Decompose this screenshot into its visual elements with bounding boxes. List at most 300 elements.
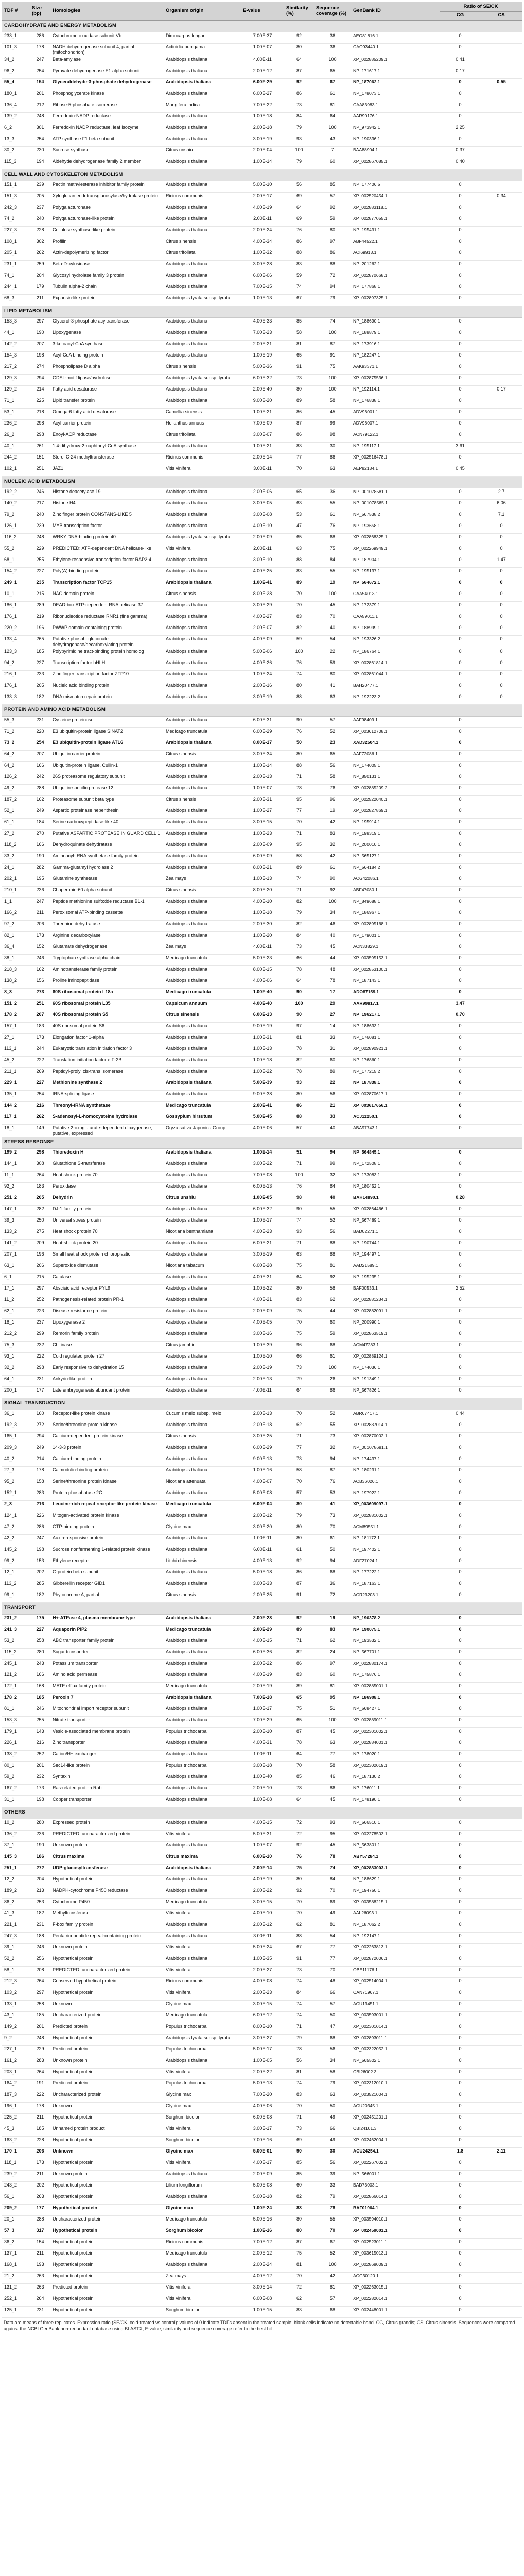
cell-tdf: 218_3 [2,966,30,977]
cell-similarity: 80 [284,2216,314,2227]
cell-cg: 0 [440,1649,481,1660]
cell-similarity: 92 [284,78,314,90]
cell-cs [481,1023,522,1034]
cell-size: 247 [30,898,50,909]
table-row [2,785,522,796]
cell-organism: Litchi chinensis [164,1557,241,1569]
cell-cg: 0 [440,545,481,556]
cell-cs [481,2012,522,2023]
cell-genbank: BAA88904.1 [351,146,440,158]
cell-cs [481,1649,522,1660]
cell-genbank: NP_190336.1 [351,135,440,146]
cell-cs [481,1091,522,1102]
cell-cs [481,1557,522,1569]
cell-organism: Nicotiana benthamiana [164,1228,241,1240]
cell-evalue: 7.00E-18 [241,1694,284,1705]
cell-homologies: Cytochrome P450 [50,1899,164,1910]
table-row [2,146,522,158]
cell-genbank: NP_566001.1 [351,2171,440,2182]
cell-seqcov: 92 [314,204,351,215]
cell-cs [481,1172,522,1183]
cell-size: 196 [30,1251,50,1262]
cell-size: 273 [30,989,50,1000]
cell-cs [481,135,522,146]
cell-tdf: 144_1 [2,1160,30,1172]
cell-homologies: Small heat shock protein chloroplastic [50,1251,164,1262]
cell-evalue: 2.00E-23 [241,1989,284,2001]
cell-size: 264 [30,1978,50,1989]
cell-cs [481,1591,522,1603]
cell-cs [481,2069,522,2080]
cell-genbank: NP_177222.1 [351,1569,440,1580]
cell-cg: 2.25 [440,124,481,135]
cell-organism: Populus trichocarpa [164,2080,241,2091]
table-row [2,2273,522,2284]
cell-organism: Arabidopsis thaliana [164,67,241,78]
cell-homologies: Expansin-like protein [50,294,164,306]
cell-organism: Arabidopsis thaliana [164,864,241,875]
cell-genbank: ACN33829.1 [351,943,440,955]
cell-cs: 0 [481,545,522,556]
cell-similarity: 86 [284,1660,314,1671]
cell-cs [481,1546,522,1557]
cell-evalue: 4.00E-23 [241,1228,284,1240]
cell-evalue: 4.00E-12 [241,2273,284,2284]
table-row [2,909,522,921]
cell-cs [481,921,522,932]
cell-tdf: 36_4 [2,943,30,955]
table-row [2,648,522,659]
cell-cs [481,2057,522,2069]
cell-tdf: 53_1 [2,408,30,419]
table-row [2,442,522,453]
cell-tdf: 74_1 [2,272,30,283]
cell-cs [481,966,522,977]
table-row [2,1102,522,1113]
cell-cs [481,1079,522,1091]
cell-size: 237 [30,204,50,215]
table-row [2,1240,522,1251]
cell-cs [481,1910,522,1921]
cell-cg: 0.44 [440,1410,481,1421]
cell-cs [481,1342,522,1353]
cell-organism: Vitis vinifera [164,545,241,556]
cell-homologies: Hypothetical protein [50,2193,164,2205]
cell-size: 299 [30,1330,50,1342]
cell-seqcov: 84 [314,1183,351,1194]
table-row [2,1512,522,1523]
cell-genbank: NP_175876.1 [351,1671,440,1683]
cell-genbank: XP_002451201.1 [351,2114,440,2125]
cell-genbank: CAO93440.1 [351,43,440,56]
cell-tdf: 81_1 [2,1705,30,1717]
cell-similarity: 87 [284,1728,314,1739]
cell-evalue: 2.00E-04 [241,146,284,158]
cell-cs [481,841,522,853]
cell-similarity: 92 [284,32,314,43]
table-row [2,317,522,329]
cell-size: 228 [30,2137,50,2148]
cell-genbank: XP_002884001.1 [351,1739,440,1751]
cell-cg: 0 [440,1467,481,1478]
cell-size: 297 [30,1285,50,1296]
cell-seqcov: 52 [314,2250,351,2261]
cell-homologies: Vesicle-associated membrane protein [50,1728,164,1739]
cell-tdf: 39_3 [2,1217,30,1228]
cell-cg: 0 [440,1068,481,1079]
cell-genbank: XP_002872006.1 [351,1955,440,1967]
cell-homologies: Aminoacyl-tRNA synthetase family protein [50,853,164,864]
cell-genbank: ACU24254.1 [351,2148,440,2159]
cell-cs [481,1637,522,1649]
cell-genbank: ADV96007.1 [351,419,440,431]
cell-homologies: Tryptophan synthase alpha chain [50,955,164,966]
cell-cg: 0 [440,385,481,397]
cell-cg: 0 [440,1433,481,1444]
cell-organism: Arabidopsis thaliana [164,762,241,773]
cell-seqcov: 79 [314,294,351,306]
cell-size: 283 [30,2057,50,2069]
cell-cs [481,2080,522,2091]
cell-homologies: 40S ribosomal protein S5 [50,1011,164,1023]
cell-similarity: 100 [284,648,314,659]
cell-genbank: NP_180231.1 [351,1467,440,1478]
cell-similarity: 79 [284,909,314,921]
cell-size: 209 [30,1240,50,1251]
cell-similarity: 71 [284,2114,314,2125]
cell-homologies: Polypyrimidine tract-binding protein homolog [50,648,164,659]
cell-similarity: 71 [284,887,314,898]
cell-similarity: 64 [284,1387,314,1398]
cell-cg: 2.52 [440,1285,481,1296]
cell-seqcov: 49 [314,2137,351,2148]
cell-evalue: 1.00E-22 [241,1285,284,1296]
cell-genbank: XP_002827869.1 [351,807,440,819]
table-row [2,204,522,215]
cell-seqcov: 40 [314,932,351,943]
cell-tdf: 27_3 [2,1467,30,1478]
cell-similarity: 70 [284,590,314,601]
cell-genbank: XP_002870002.1 [351,1433,440,1444]
table-row [2,533,522,545]
cell-evalue: 2.00E-41 [241,1102,284,1113]
table-row [2,624,522,635]
cell-organism: Arabidopsis thaliana [164,921,241,932]
cell-organism: Arabidopsis thaliana [164,567,241,579]
cell-similarity: 81 [284,2261,314,2273]
cell-size: 178 [30,1467,50,1478]
table-row [2,2035,522,2046]
cell-homologies: WRKY DNA-binding protein 40 [50,533,164,545]
table-row [2,1034,522,1045]
cell-cs [481,43,522,56]
cell-seqcov: 94 [314,283,351,294]
cell-seqcov: 74 [314,1865,351,1876]
section-title: SIGNAL TRANSDUCTION [2,1398,522,1410]
cell-evalue: 8.00E-17 [241,739,284,751]
table-row [2,875,522,887]
cell-evalue: 5.00E-08 [241,2182,284,2193]
cell-size: 211 [30,2250,50,2261]
cell-genbank: NP_564845.1 [351,1149,440,1160]
cell-size: 298 [30,431,50,442]
table-row [2,887,522,898]
cell-homologies: G-protein beta subunit [50,1569,164,1580]
cell-size: 185 [30,2125,50,2137]
cell-homologies: 26S proteasome regulatory subunit [50,773,164,785]
cell-seqcov: 55 [314,1421,351,1433]
cell-cs [481,67,522,78]
cell-tdf: 30_2 [2,146,30,158]
cell-cg: 0 [440,773,481,785]
cell-cg: 0 [440,1899,481,1910]
cell-genbank: ABR67417.1 [351,1410,440,1421]
cell-similarity: 100 [284,146,314,158]
cell-seqcov: 19 [314,807,351,819]
cell-cs [481,751,522,762]
cell-cg: 0 [440,909,481,921]
cell-homologies: Fatty acid desaturase [50,385,164,397]
cell-genbank: XP_002282014.1 [351,2295,440,2307]
cell-cs [481,1387,522,1398]
cell-similarity: 58 [284,1467,314,1478]
cell-tdf: 10_1 [2,590,30,601]
cell-cg: 0 [440,1330,481,1342]
cell-cs [481,1045,522,1057]
cell-cg: 0 [440,1944,481,1955]
cell-organism: Arabidopsis thaliana [164,909,241,921]
cell-similarity: 92 [284,1842,314,1853]
cell-size: 282 [30,864,50,875]
cell-homologies: Hypothetical protein [50,2182,164,2193]
cell-genbank: AEO81816.1 [351,32,440,43]
cell-organism: Vitis vinifera [164,1967,241,1978]
cell-tdf: 247_3 [2,1933,30,1944]
cell-size: 228 [30,226,50,238]
cell-tdf: 32_2 [2,1364,30,1376]
cell-cg: 0 [440,431,481,442]
cell-size: 178 [30,43,50,56]
cell-homologies: Actin-depolymerizing factor [50,249,164,260]
cell-evalue: 8.00E-28 [241,590,284,601]
cell-seqcov: 100 [314,329,351,340]
cell-organism: Arabidopsis thaliana [164,1296,241,1308]
cell-similarity: 58 [284,853,314,864]
cell-cg: 0 [440,567,481,579]
cell-cg: 0 [440,317,481,329]
cell-cg: 0 [440,966,481,977]
cell-size: 177 [30,1387,50,1398]
cell-organism: Arabidopsis thaliana [164,1637,241,1649]
cell-evalue: 2.00E-07 [241,624,284,635]
cell-evalue: 2.00E-16 [241,682,284,693]
cell-organism: Nicotiana tabacum [164,1262,241,1274]
cell-evalue: 2.00E-27 [241,1967,284,1978]
cell-tdf: 95_2 [2,1478,30,1489]
cell-tdf: 139_2 [2,112,30,124]
table-row [2,90,522,101]
cell-cs [481,1853,522,1865]
table-body [2,20,522,2318]
cell-tdf: 45_3 [2,2125,30,2137]
cell-cg: 0 [440,2046,481,2057]
cell-seqcov: 55 [314,567,351,579]
cell-cs [481,1194,522,1206]
cell-evalue: 3.00E-19 [241,693,284,705]
cell-cg: 0 [440,32,481,43]
cell-size: 254 [30,67,50,78]
cell-size: 190 [30,1842,50,1853]
cell-size: 275 [30,1228,50,1240]
cell-tdf: 129_2 [2,385,30,397]
cell-organism: Citrus trifoliata [164,431,241,442]
cell-similarity: 69 [284,192,314,204]
cell-tdf: 116_2 [2,533,30,545]
cell-genbank: NP_187062.1 [351,78,440,90]
table-row [2,1308,522,1319]
table-row [2,2023,522,2035]
cell-tdf: 133_4 [2,635,30,648]
cell-organism: Medicago truncatula [164,1899,241,1910]
cell-evalue: 6.00E-13 [241,1183,284,1194]
cell-cg: 0 [440,511,481,522]
cell-cs [481,158,522,169]
cell-tdf: 179_1 [2,1728,30,1739]
cell-genbank: ACM89551.1 [351,1523,440,1535]
cell-size: 288 [30,785,50,796]
cell-similarity: 83 [284,2205,314,2216]
cell-similarity: 83 [284,567,314,579]
cell-tdf: 186_1 [2,601,30,613]
cell-similarity: 82 [284,624,314,635]
cell-tdf: 17_1 [2,1285,30,1296]
cell-similarity: 85 [284,2159,314,2171]
cell-genbank: XP_002870617.1 [351,1091,440,1102]
table-row [2,511,522,522]
cell-seqcov: 81 [314,1921,351,1933]
cell-homologies: Protein phosphatase 2C [50,1489,164,1501]
cell-evalue: 2.00E-25 [241,1591,284,1603]
cell-organism: Sorghum bicolor [164,2114,241,2125]
table-row [2,898,522,909]
cell-size: 231 [30,1921,50,1933]
cell-genbank: XP_002893011.1 [351,2035,440,2046]
cell-similarity: 58 [284,329,314,340]
cell-size: 173 [30,1034,50,1045]
cell-evalue: 7.00E-08 [241,1172,284,1183]
cell-seqcov: 40 [314,624,351,635]
cell-seqcov: 97 [314,1660,351,1671]
cell-cs: 0 [481,659,522,671]
cell-homologies: S-adenosyl-L-homocysteine hydrolase [50,1113,164,1125]
table-row [2,864,522,875]
cell-genbank: NP_195117.1 [351,442,440,453]
cell-similarity: 89 [284,1683,314,1694]
cell-evalue: 6.00E-06 [241,272,284,283]
cell-similarity: 70 [284,2273,314,2284]
cell-similarity: 73 [284,1967,314,1978]
cell-homologies: F-box family protein [50,1921,164,1933]
cell-cs [481,773,522,785]
cell-homologies: Acyl-CoA binding protein [50,351,164,363]
cell-cs [481,340,522,351]
table-row [2,226,522,238]
table-row [2,181,522,192]
cell-evalue: 1.00E-10 [241,1353,284,1364]
cell-evalue: 4.00E-17 [241,2159,284,2171]
cell-cg: 0 [440,1569,481,1580]
cell-tdf: 209_2 [2,2205,30,2216]
cell-homologies: Profilin [50,238,164,249]
cell-organism: Arabidopsis thaliana [164,499,241,511]
cell-tdf: 1_1 [2,898,30,909]
cell-cg: 0 [440,1705,481,1717]
header-ratio: Ratio of SE/CK [440,2,522,11]
cell-homologies: Translation initiation factor eIF-2B [50,1057,164,1068]
cell-seqcov: 57 [314,2001,351,2012]
table-row [2,1546,522,1557]
cell-genbank: XP_002877055.1 [351,215,440,226]
cell-size: 205 [30,682,50,693]
cell-seqcov: 73 [314,1512,351,1523]
cell-homologies: GTP-binding protein [50,1523,164,1535]
cell-homologies: Unknown protein [50,1842,164,1853]
cell-cs [481,955,522,966]
cell-genbank: ABF44522.1 [351,238,440,249]
cell-cg: 0 [440,1978,481,1989]
cell-tdf: 164_2 [2,2080,30,2091]
cell-evalue: 4.00E-34 [241,238,284,249]
cell-cs [481,2103,522,2114]
cell-cg: 0 [440,1240,481,1251]
cell-genbank: NP_195137.1 [351,567,440,579]
cell-cs [481,1421,522,1433]
cell-tdf: 233_1 [2,32,30,43]
cell-cs [481,1569,522,1580]
cell-size: 211 [30,2171,50,2182]
cell-cs [481,739,522,751]
cell-evalue: 8.00E-21 [241,864,284,875]
cell-genbank: NP_563801.1 [351,1842,440,1853]
cell-cg: 0 [440,1660,481,1671]
cell-similarity: 83 [284,1671,314,1683]
cell-cg: 0 [440,2307,481,2318]
cell-tdf: 180_1 [2,90,30,101]
table-row [2,2148,522,2159]
cell-homologies: Ribonucleotide reductase RNR1 (fine gamma) [50,613,164,624]
cell-size: 206 [30,1262,50,1274]
cell-evalue: 5.00E-17 [241,2046,284,2057]
cell-similarity: 87 [284,67,314,78]
cell-evalue: 6.00E-32 [241,1206,284,1217]
cell-seqcov: 89 [314,1068,351,1079]
cell-tdf: 178_2 [2,1694,30,1705]
header-tdf: TDF # [2,2,30,20]
cell-genbank: XP_002861044.1 [351,671,440,682]
cell-similarity: 96 [284,1342,314,1353]
cell-cg: 0 [440,101,481,112]
cell-seqcov: 99 [314,1160,351,1172]
cell-size: 151 [30,453,50,465]
cell-size: 261 [30,442,50,453]
cell-cs [481,1262,522,1274]
cell-similarity: 79 [284,124,314,135]
table-row [2,590,522,601]
cell-similarity: 70 [284,1410,314,1421]
cell-similarity: 100 [284,1000,314,1011]
cell-organism: Arabidopsis thaliana [164,1796,241,1807]
cell-cg: 0 [440,1455,481,1467]
